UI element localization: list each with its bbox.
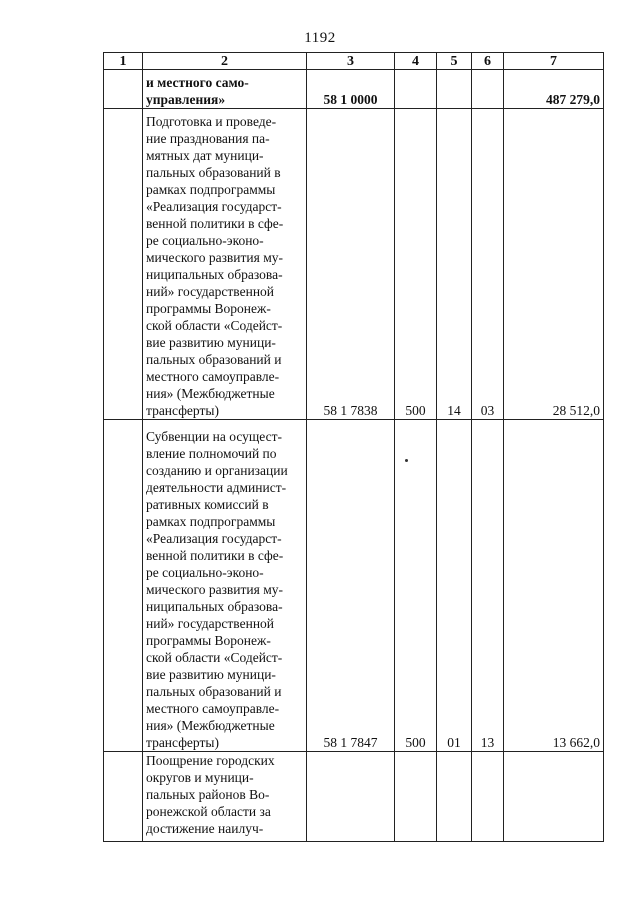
row-index-cell bbox=[104, 752, 143, 842]
row-name-cell: Поощрение городских округов и муници- пальных районов Во- ронежской области за достижение наилуч- bbox=[143, 752, 307, 842]
table-row bbox=[104, 420, 604, 752]
scan-speck bbox=[405, 459, 408, 462]
page-number: 1192 bbox=[304, 30, 336, 46]
header-col-4: 4 bbox=[395, 53, 437, 70]
row-code-cell: 58 1 0000 bbox=[307, 70, 395, 109]
row-vr-cell: 500 bbox=[395, 420, 437, 752]
header-col-7: 7 bbox=[504, 53, 604, 70]
row-amount-cell: 13 662,0 bbox=[504, 420, 604, 752]
table-row bbox=[104, 752, 604, 842]
row-pr-cell bbox=[472, 70, 504, 109]
row-rz-cell bbox=[437, 70, 472, 109]
budget-table bbox=[103, 52, 604, 842]
row-name-cell: Субвенции на осущест- вление полномочий по созданию и организации деятельности админист- ративных комиссий в рамках подпрограммы «Реализация государст- венной политики в сфе- ре социально-эконо- мического развития му- ниципальных образова- ний» государственной программы Воронеж- ской области «Содейст- вие развитию муници- пальных образований и местного самоуправле- ния» (Межбюджетные трансферты) bbox=[143, 420, 307, 752]
row-amount-cell: 28 512,0 bbox=[504, 109, 604, 420]
row-pr-cell: 03 bbox=[472, 109, 504, 420]
row-pr-cell bbox=[472, 752, 504, 842]
row-code-cell: 58 1 7838 bbox=[307, 109, 395, 420]
header-col-5: 5 bbox=[437, 53, 472, 70]
row-index-cell bbox=[104, 420, 143, 752]
row-amount-cell: 487 279,0 bbox=[504, 70, 604, 109]
row-code-cell bbox=[307, 752, 395, 842]
row-index-cell bbox=[104, 109, 143, 420]
row-code-cell: 58 1 7847 bbox=[307, 420, 395, 752]
header-col-2: 2 bbox=[143, 53, 307, 70]
row-vr-cell bbox=[395, 70, 437, 109]
row-rz-cell: 01 bbox=[437, 420, 472, 752]
row-vr-cell: 500 bbox=[395, 109, 437, 420]
header-col-6: 6 bbox=[472, 53, 504, 70]
row-amount-cell bbox=[504, 752, 604, 842]
table-row bbox=[104, 70, 604, 109]
row-vr-cell bbox=[395, 752, 437, 842]
row-rz-cell: 14 bbox=[437, 109, 472, 420]
row-rz-cell bbox=[437, 752, 472, 842]
header-col-3: 3 bbox=[307, 53, 395, 70]
row-pr-cell: 13 bbox=[472, 420, 504, 752]
header-row bbox=[104, 53, 604, 70]
table-row bbox=[104, 109, 604, 420]
row-name-cell: и местного само- управления» bbox=[143, 70, 307, 109]
header-col-1: 1 bbox=[104, 53, 143, 70]
row-name-cell: Подготовка и проведе- ние празднования па- мятных дат муници- пальных образований в рамках подпрограммы «Реализация государст- венной политики в сфе- ре социально-эконо- мического развития му- ниципальных образова- ний» государственной программы Воронеж- ской области «Содейст- вие развитию муници- пальных образований и местного самоуправле- ния» (Межбюджетные трансферты) bbox=[143, 109, 307, 420]
row-index-cell bbox=[104, 70, 143, 109]
